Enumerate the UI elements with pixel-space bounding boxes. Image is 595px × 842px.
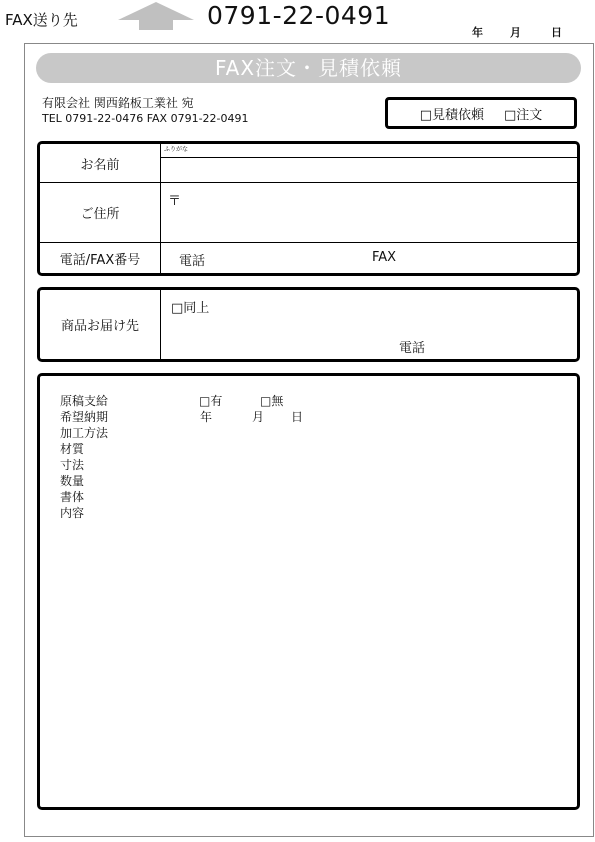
deadline-month-label: 月 bbox=[252, 410, 265, 424]
name-field[interactable] bbox=[161, 158, 577, 182]
details-text-area[interactable] bbox=[160, 524, 567, 797]
furigana-label: ふりがな bbox=[164, 146, 189, 153]
font-label: 書体 bbox=[60, 490, 85, 504]
order-checkbox[interactable]: □注文 bbox=[504, 107, 543, 123]
dimensions-label: 寸法 bbox=[60, 458, 85, 472]
form-title: FAX注文・見積依頼 bbox=[36, 53, 581, 83]
quantity-label: 数量 bbox=[60, 474, 85, 488]
phone-label: 電話 bbox=[179, 254, 206, 269]
processing-label: 加工方法 bbox=[60, 426, 109, 440]
manuscript-yes-checkbox[interactable]: □有 bbox=[199, 394, 223, 408]
delivery-label: 商品お届け先 bbox=[60, 319, 139, 334]
date-day-label: 日 bbox=[551, 26, 562, 39]
date-year-label: 年 bbox=[472, 26, 483, 39]
delivery-phone-label: 電話 bbox=[399, 341, 426, 356]
customer-info-block bbox=[37, 141, 580, 276]
date-month-label: 月 bbox=[510, 26, 521, 39]
postal-mark: 〒 bbox=[168, 194, 182, 209]
name-label: お名前 bbox=[80, 157, 120, 173]
deadline-label: 希望納期 bbox=[60, 410, 109, 424]
request-type-box bbox=[385, 97, 577, 129]
content-label: 内容 bbox=[60, 506, 85, 520]
details-block bbox=[37, 373, 580, 810]
material-label: 材質 bbox=[60, 442, 85, 456]
deadline-year-label: 年 bbox=[200, 410, 213, 424]
address-label: ご住所 bbox=[80, 207, 120, 222]
fax-number: 0791-22-0491 bbox=[207, 1, 391, 30]
deadline-day-label: 日 bbox=[291, 410, 304, 424]
manuscript-label: 原稿支給 bbox=[60, 394, 109, 408]
phone-fax-label: 電話/FAX番号 bbox=[59, 252, 141, 268]
arrow-up-icon bbox=[118, 2, 194, 30]
manuscript-no-checkbox[interactable]: □無 bbox=[260, 394, 284, 408]
estimate-checkbox[interactable]: □見積依頼 bbox=[419, 107, 484, 123]
fax-label: FAX bbox=[372, 250, 397, 265]
company-name: 有限会社 関西銘板工業社 宛 bbox=[42, 96, 194, 110]
address-field[interactable] bbox=[161, 183, 577, 242]
company-contact: TEL 0791-22-0476 FAX 0791-22-0491 bbox=[42, 112, 249, 125]
fax-to-label: FAX送り先 bbox=[5, 11, 78, 29]
delivery-block bbox=[37, 287, 580, 362]
same-as-above-checkbox[interactable]: □同上 bbox=[171, 301, 210, 316]
